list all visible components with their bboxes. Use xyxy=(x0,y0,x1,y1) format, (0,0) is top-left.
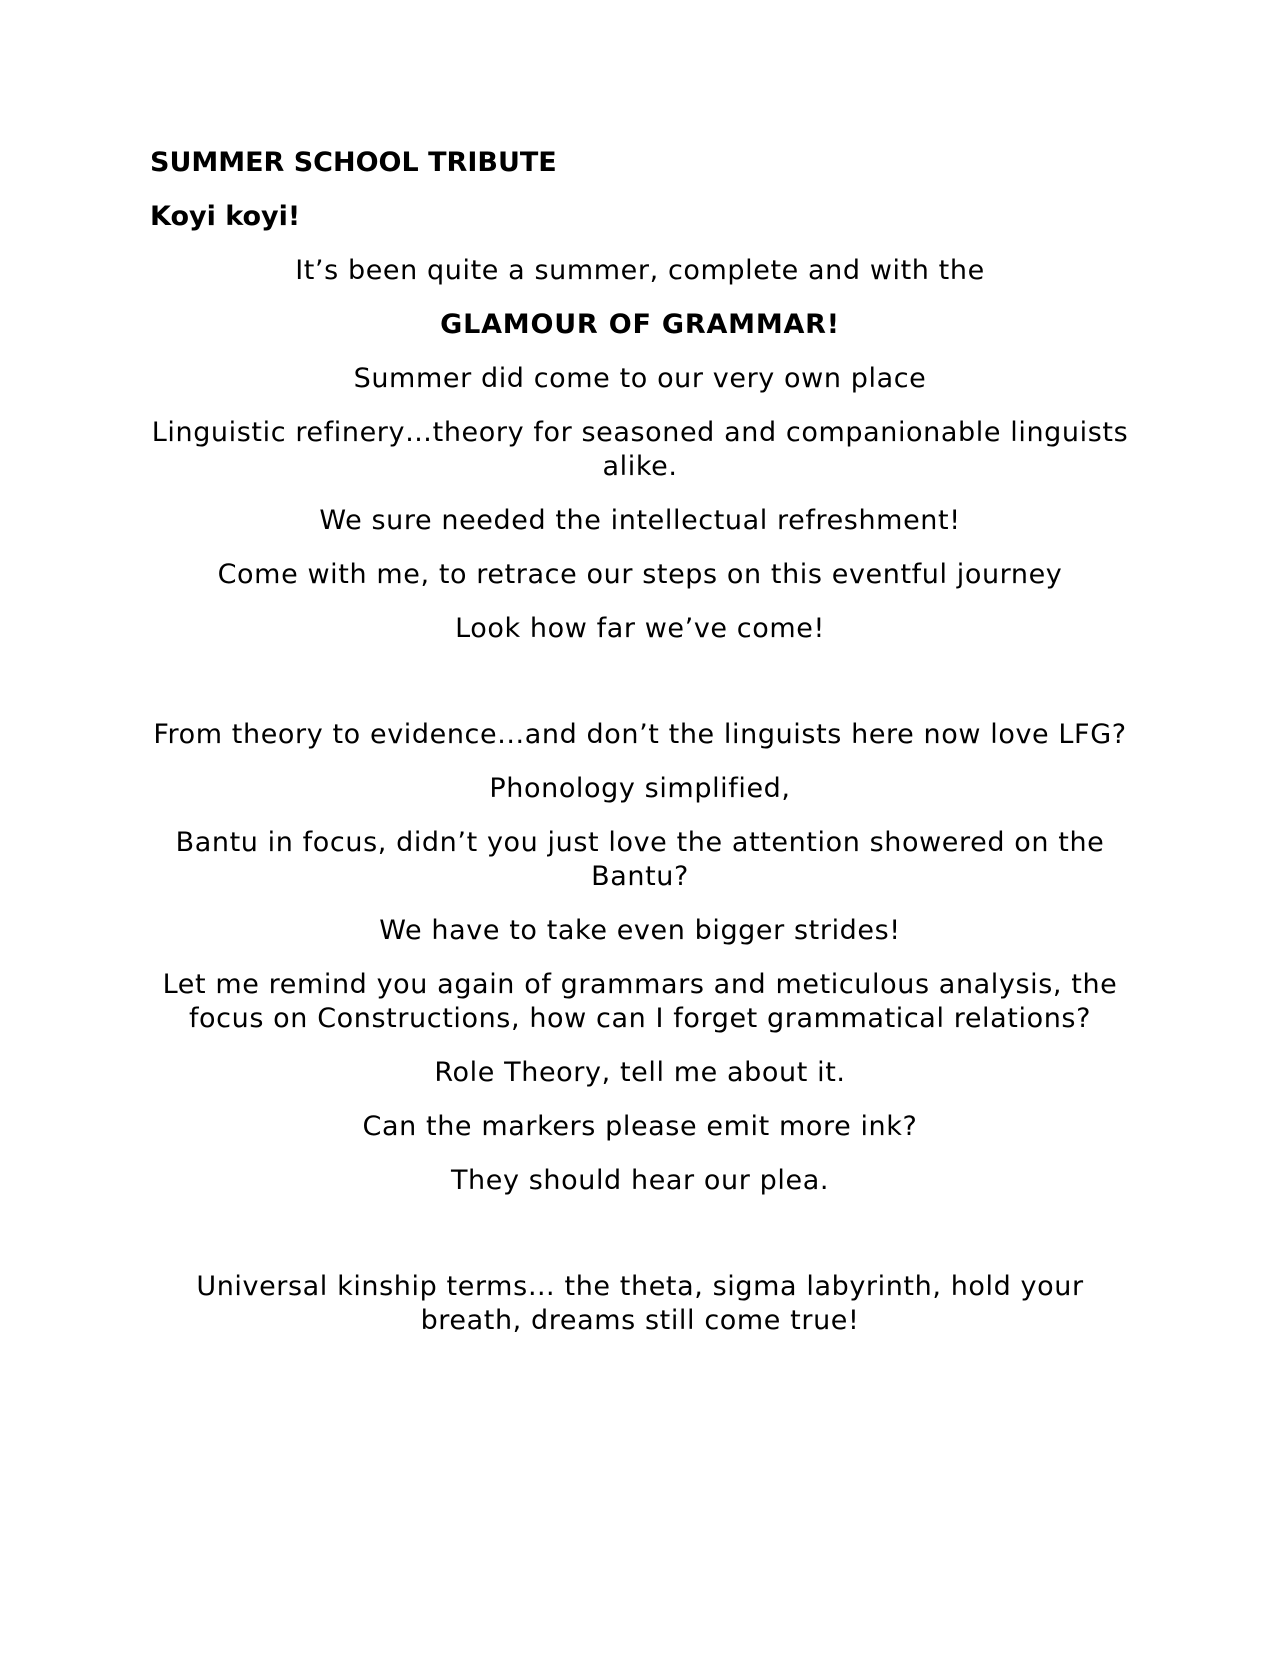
text-line-1: It’s been quite a summer, complete and with the xyxy=(295,255,985,286)
text-line-4: Linguistic refinery…theory for seasoned and companionable linguists alike. xyxy=(151,417,1129,482)
stanza-break xyxy=(150,1218,1130,1270)
document-title: SUMMER SCHOOL TRIBUTE xyxy=(150,147,557,178)
text-line-12: Let me remind you again of grammars and meticulous analysis, the focus on Constructions, how can I forget grammatical relations? xyxy=(162,969,1118,1034)
text-line-9: Phonology simplified, xyxy=(489,773,791,804)
greeting: Koyi koyi! xyxy=(150,201,301,232)
stanza-break xyxy=(150,666,1130,718)
text-line-14: Can the markers please emit more ink? xyxy=(362,1111,918,1142)
text-line-7: Look how far we’ve come! xyxy=(455,613,825,644)
text-line-11: We have to take even bigger strides! xyxy=(379,915,901,946)
text-line-10: Bantu in focus, didn’t you just love the attention showered on the Bantu? xyxy=(175,827,1105,892)
text-line-15: They should hear our plea. xyxy=(450,1165,830,1196)
text-line-8: From theory to evidence...and don’t the linguists here now love LFG? xyxy=(153,719,1127,750)
text-line-16: Universal kinship terms… the theta, sigma labyrinth, hold your breath, dreams still come true! xyxy=(196,1271,1084,1336)
text-line-6: Come with me, to retrace our steps on this eventful journey xyxy=(217,559,1063,590)
document-body xyxy=(150,146,1130,1358)
text-line-2-emphasis: GLAMOUR OF GRAMMAR! xyxy=(440,309,840,340)
text-line-5: We sure needed the intellectual refreshment! xyxy=(319,505,961,536)
text-line-3: Summer did come to our very own place xyxy=(353,363,927,394)
text-line-13: Role Theory, tell me about it. xyxy=(434,1057,846,1088)
